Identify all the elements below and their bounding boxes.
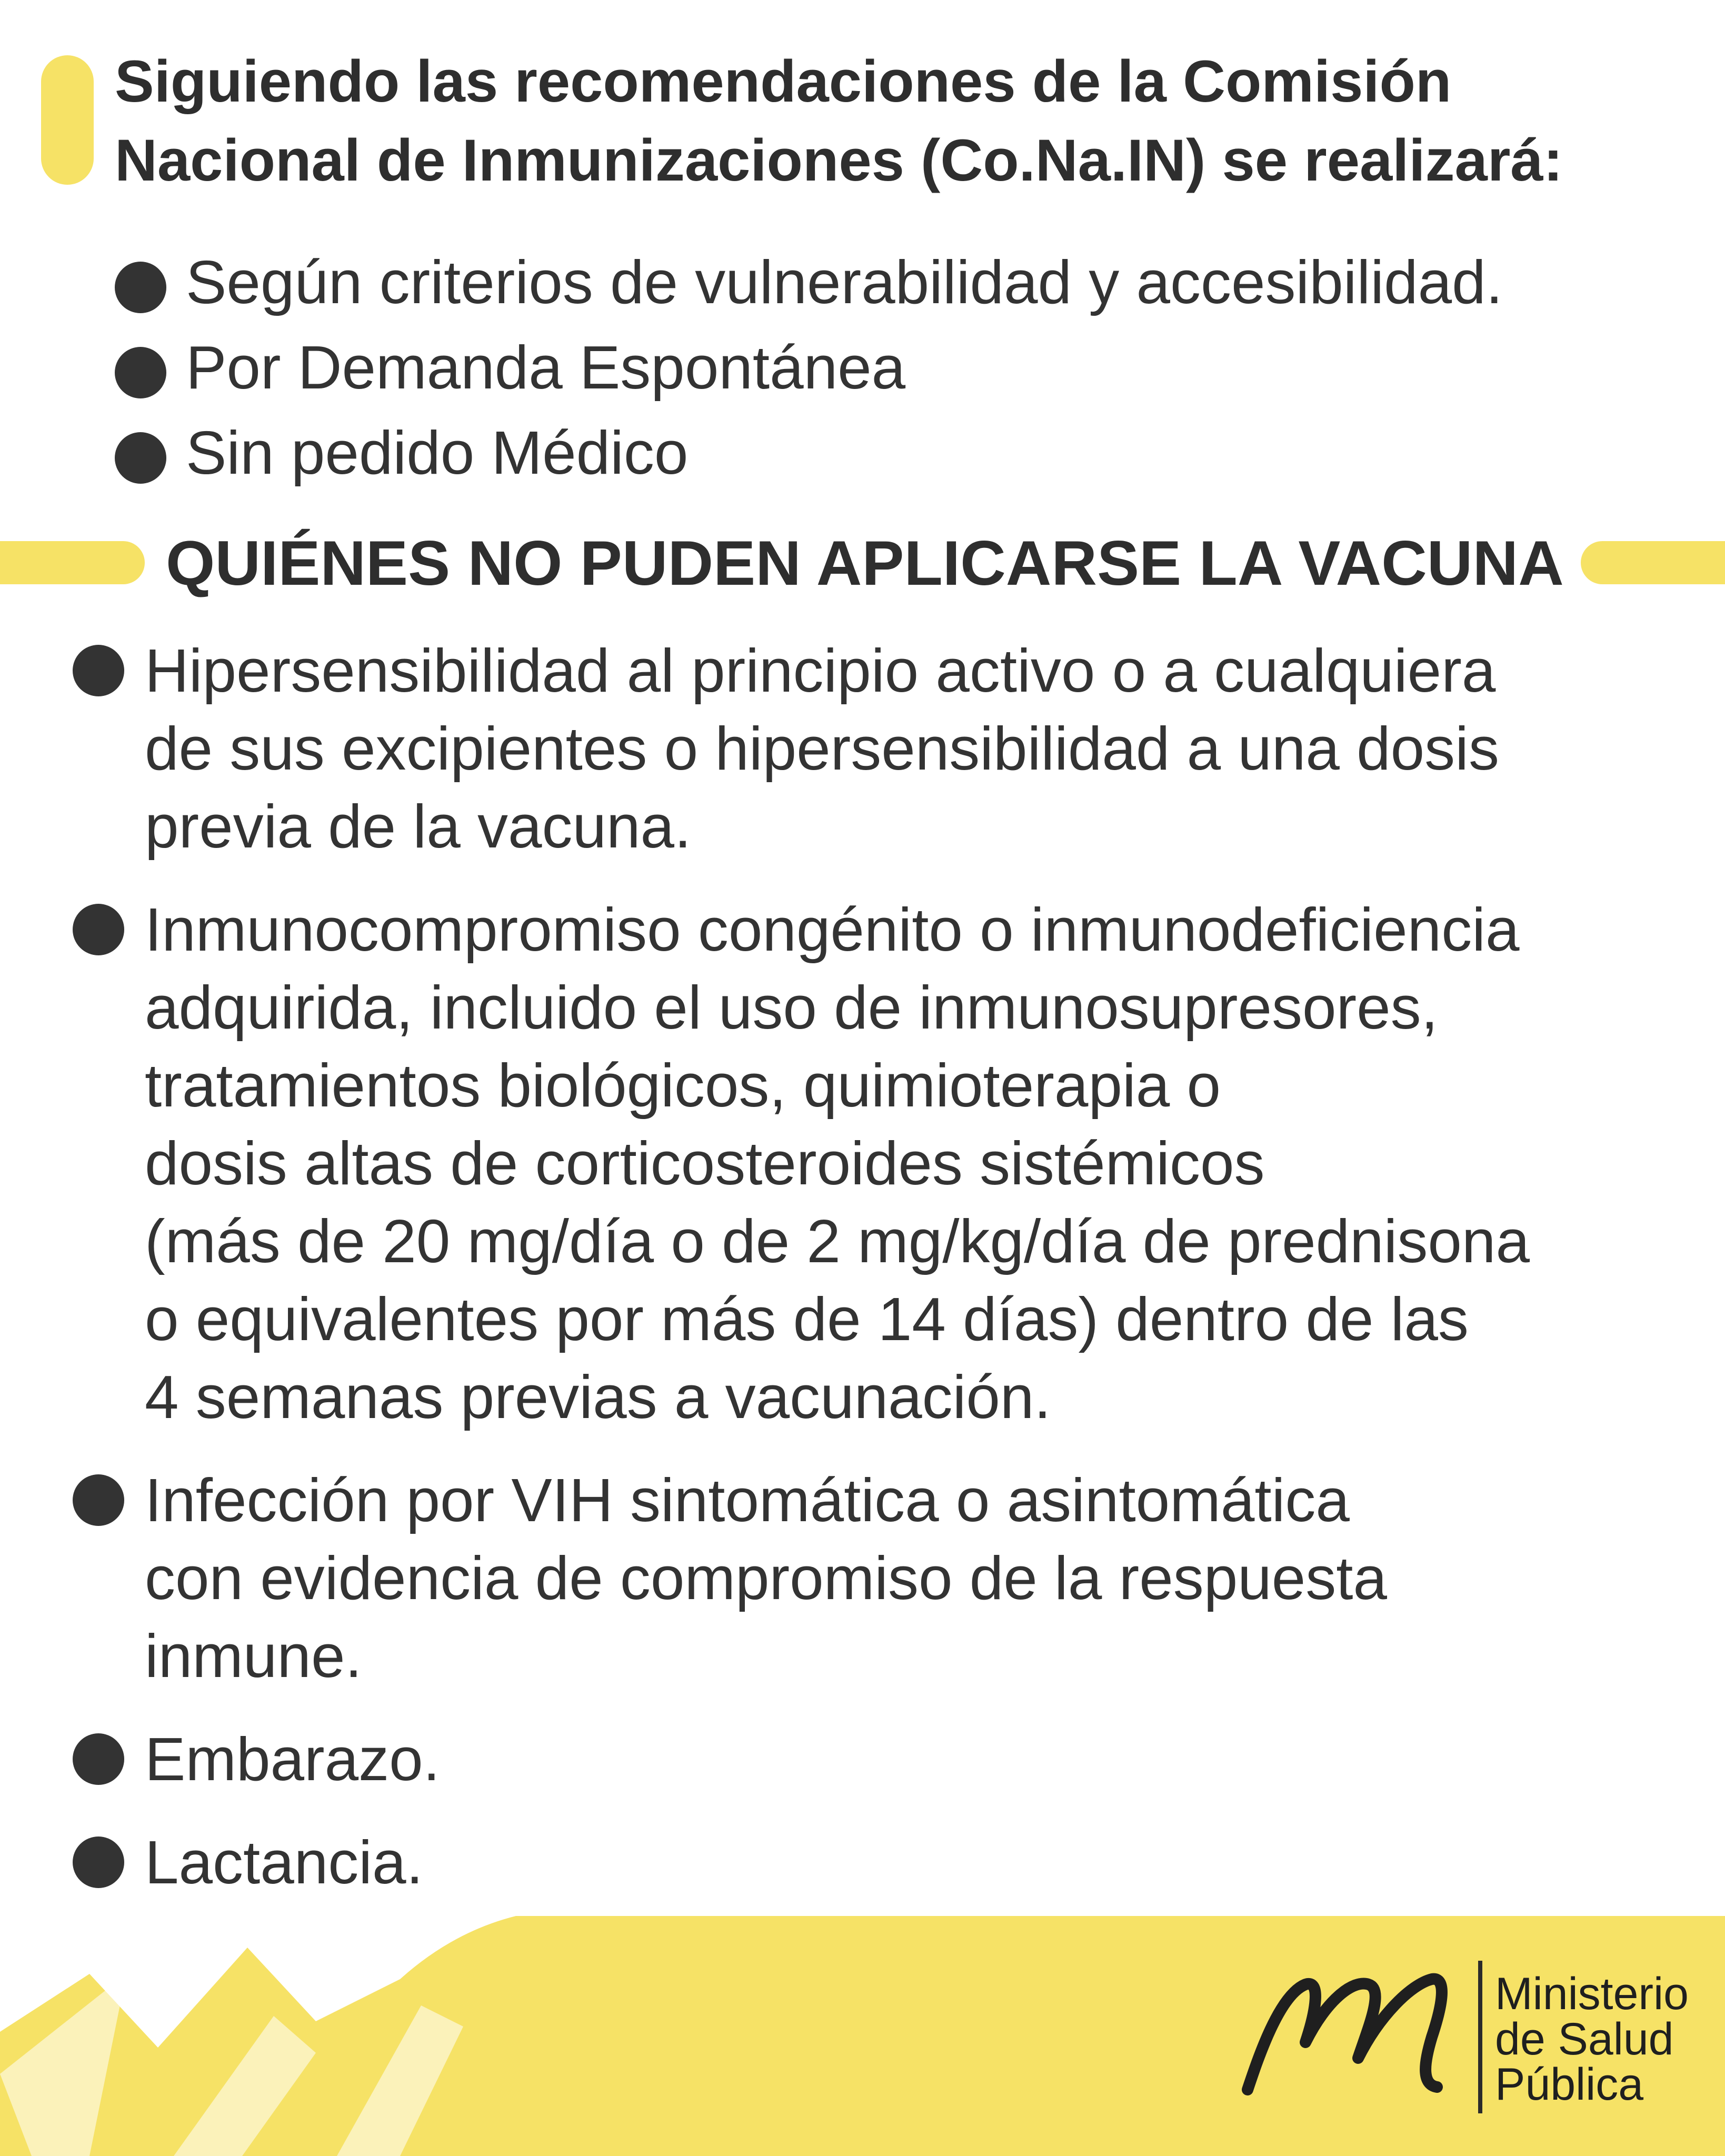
footer-wave-decoration — [0, 1916, 1725, 2156]
criteria-list — [115, 239, 1503, 495]
contraindication-line: previa de la vacuna. — [145, 792, 692, 861]
bullet-icon — [73, 1733, 124, 1785]
ministerio-logo-icon — [1237, 1963, 1458, 2100]
criteria-item — [115, 325, 1503, 410]
heading-band-right — [1581, 541, 1725, 584]
criteria-item — [115, 239, 1503, 325]
contraindication-line: adquirida, incluido el uso de inmunosupresores, — [145, 973, 1438, 1042]
bullet-icon — [115, 432, 166, 484]
contraindication-item — [73, 1461, 1530, 1695]
contraindication-line: (más de 20 mg/día o de 2 mg/kg/día de prednisona — [145, 1207, 1530, 1275]
bullet-icon — [73, 645, 124, 696]
contraindication-line: Inmunocompromiso congénito o inmunodeficiencia — [145, 895, 1520, 964]
bullet-icon — [73, 904, 124, 955]
bullet-icon — [73, 1474, 124, 1526]
intro-accent-pill — [41, 55, 94, 185]
bullet-icon — [115, 347, 166, 398]
contraindication-line: Infección por VIH sintomática o asintomática — [145, 1466, 1350, 1534]
contraindication-line: o equivalentes por más de 14 días) dentro de las — [145, 1285, 1469, 1353]
contraindication-line: de sus excipientes o hipersensibilidad a una dosis — [145, 714, 1499, 783]
contraindication-line: tratamientos biológicos, quimioterapia o — [145, 1051, 1221, 1120]
contraindication-line: 4 semanas previas a vacunación. — [145, 1363, 1051, 1431]
contraindication-item — [73, 1720, 1530, 1798]
contraindication-line: Hipersensibilidad al principio activo o a cualquiera — [145, 636, 1496, 705]
contraindications-list — [73, 632, 1530, 1927]
contraindication-line: Embarazo. — [145, 1725, 440, 1793]
contraindication-line: inmune. — [145, 1622, 362, 1690]
logo-divider — [1478, 1961, 1482, 2113]
ministerio-logo-text — [1495, 1969, 1689, 2110]
contraindication-line: con evidencia de compromiso de la respuesta — [145, 1544, 1387, 1612]
bullet-icon — [115, 262, 166, 313]
intro-line: Nacional de Inmunizaciones (Co.Na.IN) se realizará: — [115, 127, 1563, 193]
intro-line: Siguiendo las recomendaciones de la Comisión — [115, 48, 1452, 114]
logo-line: de Salud — [1495, 2014, 1674, 2064]
contraindication-item — [73, 891, 1530, 1436]
logo-line: Pública — [1495, 2059, 1644, 2110]
criteria-text: Según criterios de vulnerabilidad y accesibilidad. — [186, 248, 1503, 316]
logo-stroke — [1248, 1979, 1442, 2090]
intro-heading — [115, 42, 1694, 200]
section-heading: QUIÉNES NO PUDEN APLICARSE LA VACUNA — [166, 528, 1564, 598]
contraindication-line: Lactancia. — [145, 1828, 423, 1897]
bullet-icon — [73, 1836, 124, 1888]
criteria-item — [115, 410, 1503, 495]
heading-band-left — [0, 541, 145, 584]
contraindication-item — [73, 632, 1530, 865]
criteria-text: Sin pedido Médico — [186, 418, 689, 487]
criteria-text: Por Demanda Espontánea — [186, 333, 906, 402]
contraindication-line: dosis altas de corticosteroides sistémicos — [145, 1129, 1265, 1197]
contraindication-item — [73, 1823, 1530, 1901]
logo-line: Ministerio — [1495, 1969, 1689, 2019]
